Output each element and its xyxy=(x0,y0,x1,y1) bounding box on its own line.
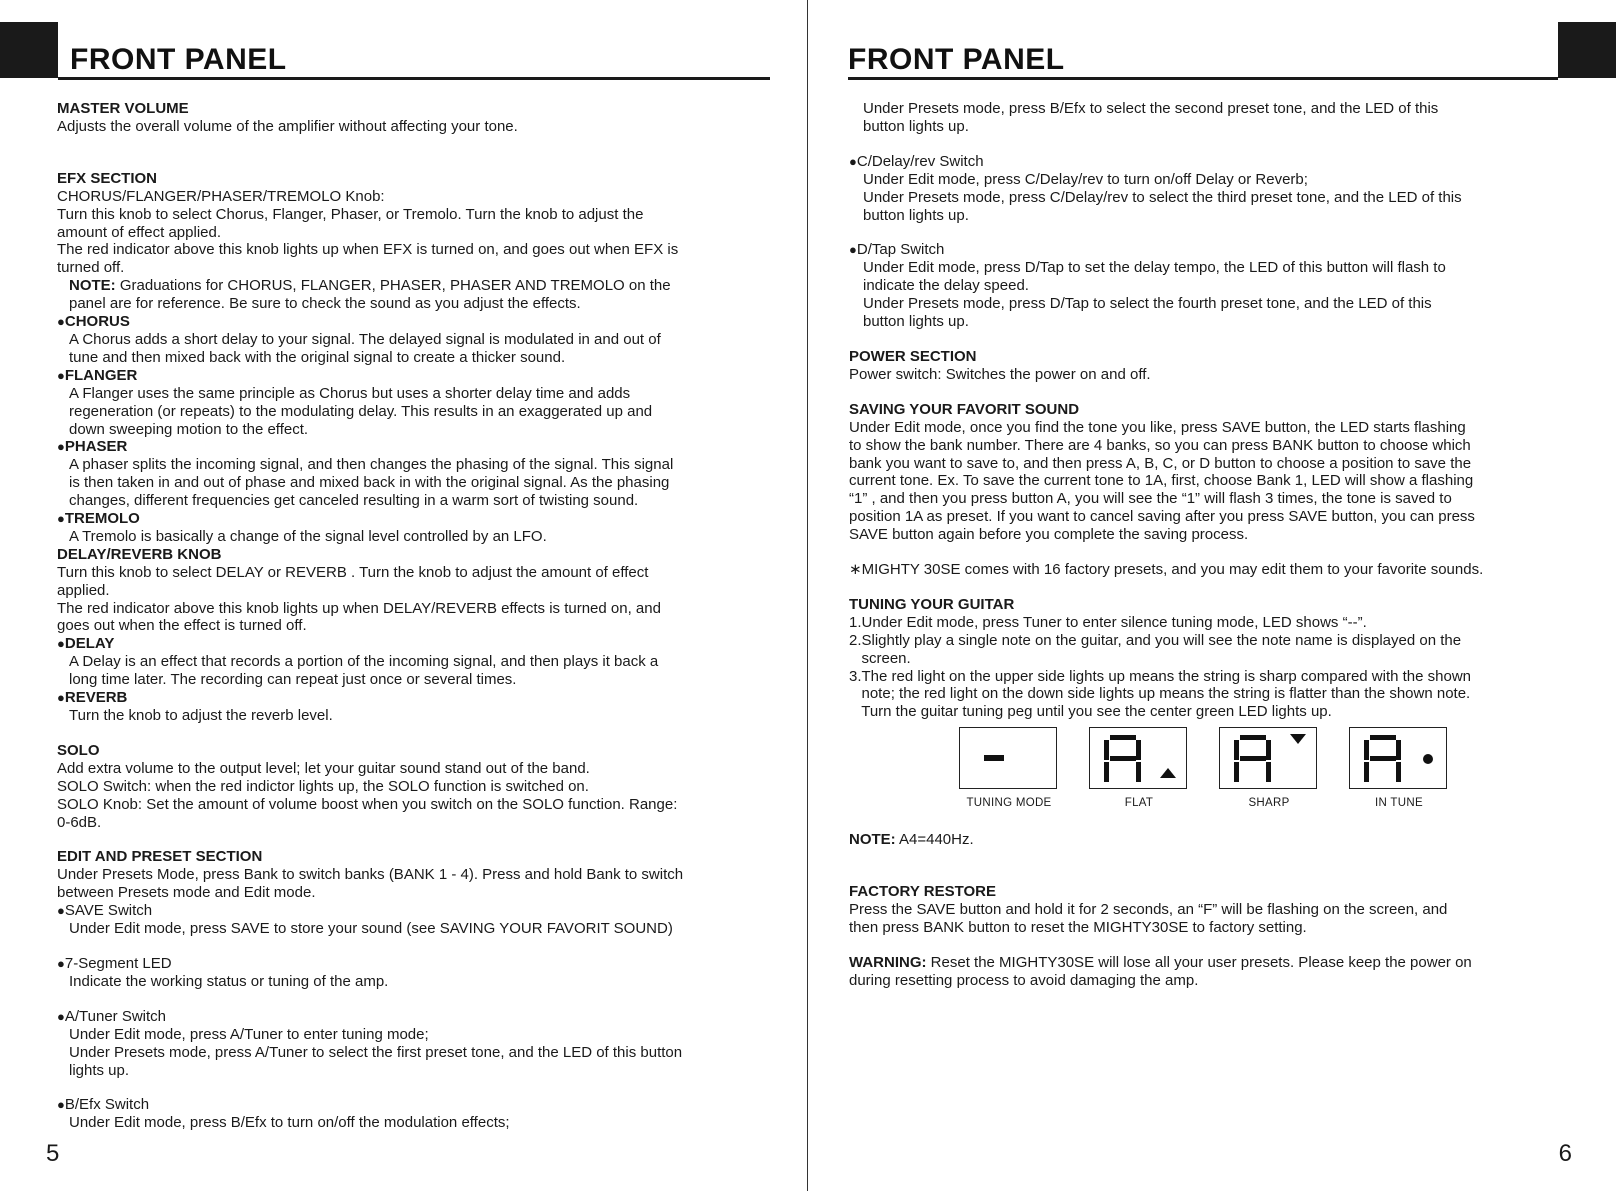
a-tuner-text: Under Presets mode, press A/Tuner to select the first preset tone, and the LED of this button xyxy=(69,1043,683,1061)
tuning-step: 2.Slightly play a single note on the guitar, and you will see the note name is displayed on the xyxy=(849,631,1462,649)
a-tuner-text: Under Edit mode, press A/Tuner to enter tuning mode; xyxy=(69,1025,429,1043)
led-dash-segment xyxy=(984,755,1004,761)
page-number: 6 xyxy=(1558,1140,1572,1167)
in-tune-indicator-icon xyxy=(1423,754,1433,764)
saving-text: to show the bank number. There are 4 banks, so you can press BANK button to choose which xyxy=(849,436,1471,454)
saving-text: “1” , and then you press button A, you will see the “1” will flash 3 times, the tone is saved to xyxy=(849,490,1452,508)
tuning-step: Turn the guitar tuning peg until you see the center green LED lights up. xyxy=(849,703,1332,721)
page-title: FRONT PANEL xyxy=(70,43,287,76)
saving-text: SAVE button again before you complete the saving process. xyxy=(849,526,1249,544)
d-tap-label: ● D/Tap Switch xyxy=(849,241,1589,259)
c-delay-text: Under Edit mode, press C/Delay/rev to turn on/off Delay or Reverb; xyxy=(863,170,1308,188)
seven-segment-a-icon xyxy=(1234,735,1271,782)
page-title: FRONT PANEL xyxy=(848,43,1065,76)
page-tab-marker xyxy=(0,22,58,78)
edit-preset-heading: EDIT AND PRESET SECTION xyxy=(57,848,263,866)
factory-restore-heading: FACTORY RESTORE xyxy=(849,883,996,901)
solo-heading: SOLO xyxy=(57,741,100,759)
saving-heading: SAVING YOUR FAVORIT SOUND xyxy=(849,400,1080,418)
save-switch-label: ● SAVE Switch xyxy=(57,902,787,920)
sharp-indicator-icon xyxy=(1290,734,1306,744)
title-rule xyxy=(848,77,1558,80)
chorus-text: A Chorus adds a short delay to your signal. The delayed signal is modulated in and out of xyxy=(69,330,661,348)
factory-presets-note: ∗MIGHTY 30SE comes with 16 factory presets, and you may edit them to your favorite sounds. xyxy=(849,561,1484,579)
phaser-text: is then taken in and out of phase and mixed back in with the original signal. As the phasing xyxy=(69,474,670,492)
warning-text xyxy=(849,954,1589,972)
tuning-step: 3.The red light on the upper side lights up means the string is sharp compared with the shown xyxy=(849,667,1472,685)
save-switch-text: Under Edit mode, press SAVE to store your sound (see SAVING YOUR FAVORIT SOUND) xyxy=(69,920,673,938)
efx-text: turned off. xyxy=(57,259,125,277)
title-rule xyxy=(58,77,770,80)
edit-preset-text: Under Presets Mode, press Bank to switch banks (BANK 1 - 4). Press and hold Bank to switch xyxy=(57,866,684,884)
tuner-caption: IN TUNE xyxy=(1375,797,1423,810)
d-tap-text: Under Presets mode, press D/Tap to select the fourth preset tone, and the LED of this xyxy=(863,295,1432,313)
master-volume-text: Adjusts the overall volume of the amplifier without affecting your tone. xyxy=(57,117,518,135)
led-display xyxy=(1089,727,1187,789)
solo-text: Add extra volume to the output level; let your guitar sound stand out of the band. xyxy=(57,759,590,777)
display-char: A xyxy=(1171,742,1173,744)
tuner-state-tuning-mode xyxy=(959,727,1075,813)
saving-text: bank you want to save to, and then press A, B, C, or D button to choose a position to save the xyxy=(849,454,1472,472)
tuning-step: note; the red light on the down side lights up means the string is flatter than the shown note. xyxy=(849,685,1471,703)
page-right xyxy=(808,0,1616,1191)
page-number: 5 xyxy=(46,1140,60,1167)
efx-heading: EFX SECTION xyxy=(57,169,158,187)
tremolo-heading: ● TREMOLO xyxy=(57,510,787,528)
chorus-text: tune and then mixed back with the original signal to create a thicker sound. xyxy=(69,348,566,366)
warning-text-cont: during resetting process to avoid damaging the amp. xyxy=(849,971,1199,989)
edit-preset-text: between Presets mode and Edit mode. xyxy=(57,884,316,902)
solo-text: 0-6dB. xyxy=(57,813,102,831)
dash-display-icon xyxy=(960,728,1055,787)
flanger-heading: ● FLANGER xyxy=(57,367,787,385)
factory-restore-text: then press BANK button to reset the MIGHTY30SE to factory setting. xyxy=(849,918,1307,936)
flat-indicator-icon xyxy=(1160,768,1176,778)
flanger-text: regeneration (or repeats) to the modulating delay. This results in an exaggerated up and xyxy=(69,402,653,420)
saving-text: position 1A as preset. If you want to cancel saving after you press SAVE button, you can press xyxy=(849,508,1475,526)
led-display xyxy=(1219,727,1317,789)
tuner-caption: FLAT xyxy=(1124,797,1154,810)
b-efx-cont-text: Under Presets mode, press B/Efx to select the second preset tone, and the LED of this xyxy=(863,100,1439,117)
note-text: Graduations for CHORUS, FLANGER, PHASER, PHASER AND TREMOLO on the xyxy=(119,277,671,295)
tuning-step: 1.Under Edit mode, press Tuner to enter silence tuning mode, LED shows “--”. xyxy=(849,613,1367,631)
efx-knob-label: CHORUS/FLANGER/PHASER/TREMOLO Knob: xyxy=(57,187,385,205)
warning-label: WARNING: xyxy=(849,953,927,971)
power-text: Power switch: Switches the power on and off. xyxy=(849,365,1151,383)
c-delay-text: button lights up. xyxy=(863,206,969,224)
seven-segment-a-icon xyxy=(1104,735,1141,782)
solo-text: SOLO Switch: when the red indictor lights up, the SOLO function is switched on. xyxy=(57,777,589,795)
b-efx-cont-text: button lights up. xyxy=(863,117,969,135)
flanger-text: A Flanger uses the same principle as Chorus but uses a shorter delay time and adds xyxy=(69,384,631,402)
seven-segment-a-icon xyxy=(1364,735,1401,782)
b-efx-label: ● B/Efx Switch xyxy=(57,1096,787,1114)
sharp-display-icon xyxy=(1220,728,1315,787)
efx-note-cont: panel are for reference. Be sure to check the sound as you adjust the effects. xyxy=(69,295,581,313)
tremolo-text: A Tremolo is basically a change of the signal level controlled by an LFO. xyxy=(69,527,547,545)
led-display xyxy=(959,727,1057,789)
phaser-text: A phaser splits the incoming signal, and then changes the phasing of the signal. This signal xyxy=(69,456,674,474)
d-tap-text: Under Edit mode, press D/Tap to set the delay tempo, the LED of this button will flash to xyxy=(863,259,1446,277)
flanger-text: down sweeping motion to the effect. xyxy=(69,420,309,438)
tuner-state-sharp xyxy=(1219,727,1335,813)
saving-text: Under Edit mode, once you find the tone you like, press SAVE button, the LED starts flashing xyxy=(849,418,1466,436)
master-volume-heading: MASTER VOLUME xyxy=(57,100,189,117)
note-label: NOTE: xyxy=(849,831,896,849)
led-text: Indicate the working status or tuning of the amp. xyxy=(69,972,389,990)
right-content xyxy=(849,100,1589,990)
factory-restore-text: Press the SAVE button and hold it for 2 seconds, an “F” will be flashing on the screen, and xyxy=(849,901,1448,918)
delay-reverb-heading: DELAY/REVERB KNOB xyxy=(57,545,222,563)
tuning-step: screen. xyxy=(849,649,911,667)
tuner-state-flat xyxy=(1089,727,1205,813)
c-delay-text: Under Presets mode, press C/Delay/rev to select the third preset tone, and the LED of this xyxy=(863,188,1462,206)
in-tune-display-icon xyxy=(1350,728,1445,787)
note-text: A4=440Hz. xyxy=(899,831,974,849)
delay-text: A Delay is an effect that records a portion of the incoming signal, and then plays it back a xyxy=(69,653,659,671)
tuner-display-diagram xyxy=(959,727,1589,813)
efx-note xyxy=(57,277,787,295)
note-label: NOTE: xyxy=(69,277,116,295)
reverb-heading: ● REVERB xyxy=(57,689,787,707)
flat-display-icon xyxy=(1090,728,1185,787)
led-display xyxy=(1349,727,1447,789)
delay-heading: ● DELAY xyxy=(57,635,787,653)
led-label: ● 7-Segment LED xyxy=(57,955,787,973)
a-tuner-label: ● A/Tuner Switch xyxy=(57,1008,787,1026)
solo-text: SOLO Knob: Set the amount of volume boost when you switch on the SOLO function. Range: xyxy=(57,795,678,813)
chorus-heading: ● CHORUS xyxy=(57,313,787,331)
efx-text: The red indicator above this knob lights up when EFX is turned on, and goes out when EFX is xyxy=(57,241,679,259)
tuning-heading: TUNING YOUR GUITAR xyxy=(849,595,1015,613)
tuner-state-in-tune xyxy=(1349,727,1465,813)
d-tap-text: indicate the delay speed. xyxy=(863,277,1029,295)
delay-reverb-text: applied. xyxy=(57,581,110,599)
saving-text: current tone. Ex. To save the current tone to 1A, first, choose Bank 1, LED will show a flashing xyxy=(849,472,1474,490)
reverb-text: Turn the knob to adjust the reverb level. xyxy=(69,707,333,724)
tuning-note xyxy=(849,831,1589,849)
d-tap-text: button lights up. xyxy=(863,313,969,331)
c-delay-label: ● C/Delay/rev Switch xyxy=(849,153,1589,171)
left-content xyxy=(57,100,787,1132)
delay-reverb-text: Turn this knob to select DELAY or REVERB . Turn the knob to adjust the amount of effect xyxy=(57,563,649,581)
delay-reverb-text: goes out when the effect is turned off. xyxy=(57,617,307,635)
warning-line: Reset the MIGHTY30SE will lose all your user presets. Please keep the power on xyxy=(930,953,1472,971)
delay-text: long time later. The recording can repeat just once or several times. xyxy=(69,671,517,689)
efx-text: Turn this knob to select Chorus, Flanger, Phaser, or Tremolo. Turn the knob to adjust the xyxy=(57,205,644,223)
tuner-caption: TUNING MODE xyxy=(966,797,1052,810)
a-tuner-text: lights up. xyxy=(69,1061,130,1079)
efx-text: amount of effect applied. xyxy=(57,223,222,241)
power-heading: POWER SECTION xyxy=(849,347,977,365)
tuner-caption: SHARP xyxy=(1248,797,1290,810)
b-efx-text: Under Edit mode, press B/Efx to turn on/off the modulation effects; xyxy=(69,1114,510,1132)
page-tab-marker xyxy=(1558,22,1616,78)
phaser-text: changes, different frequencies get canceled resulting in a warm sort of twisting sound. xyxy=(69,492,639,510)
phaser-heading: ● PHASER xyxy=(57,438,787,456)
delay-reverb-text: The red indicator above this knob lights up when DELAY/REVERB effects is turned on, and xyxy=(57,599,661,617)
